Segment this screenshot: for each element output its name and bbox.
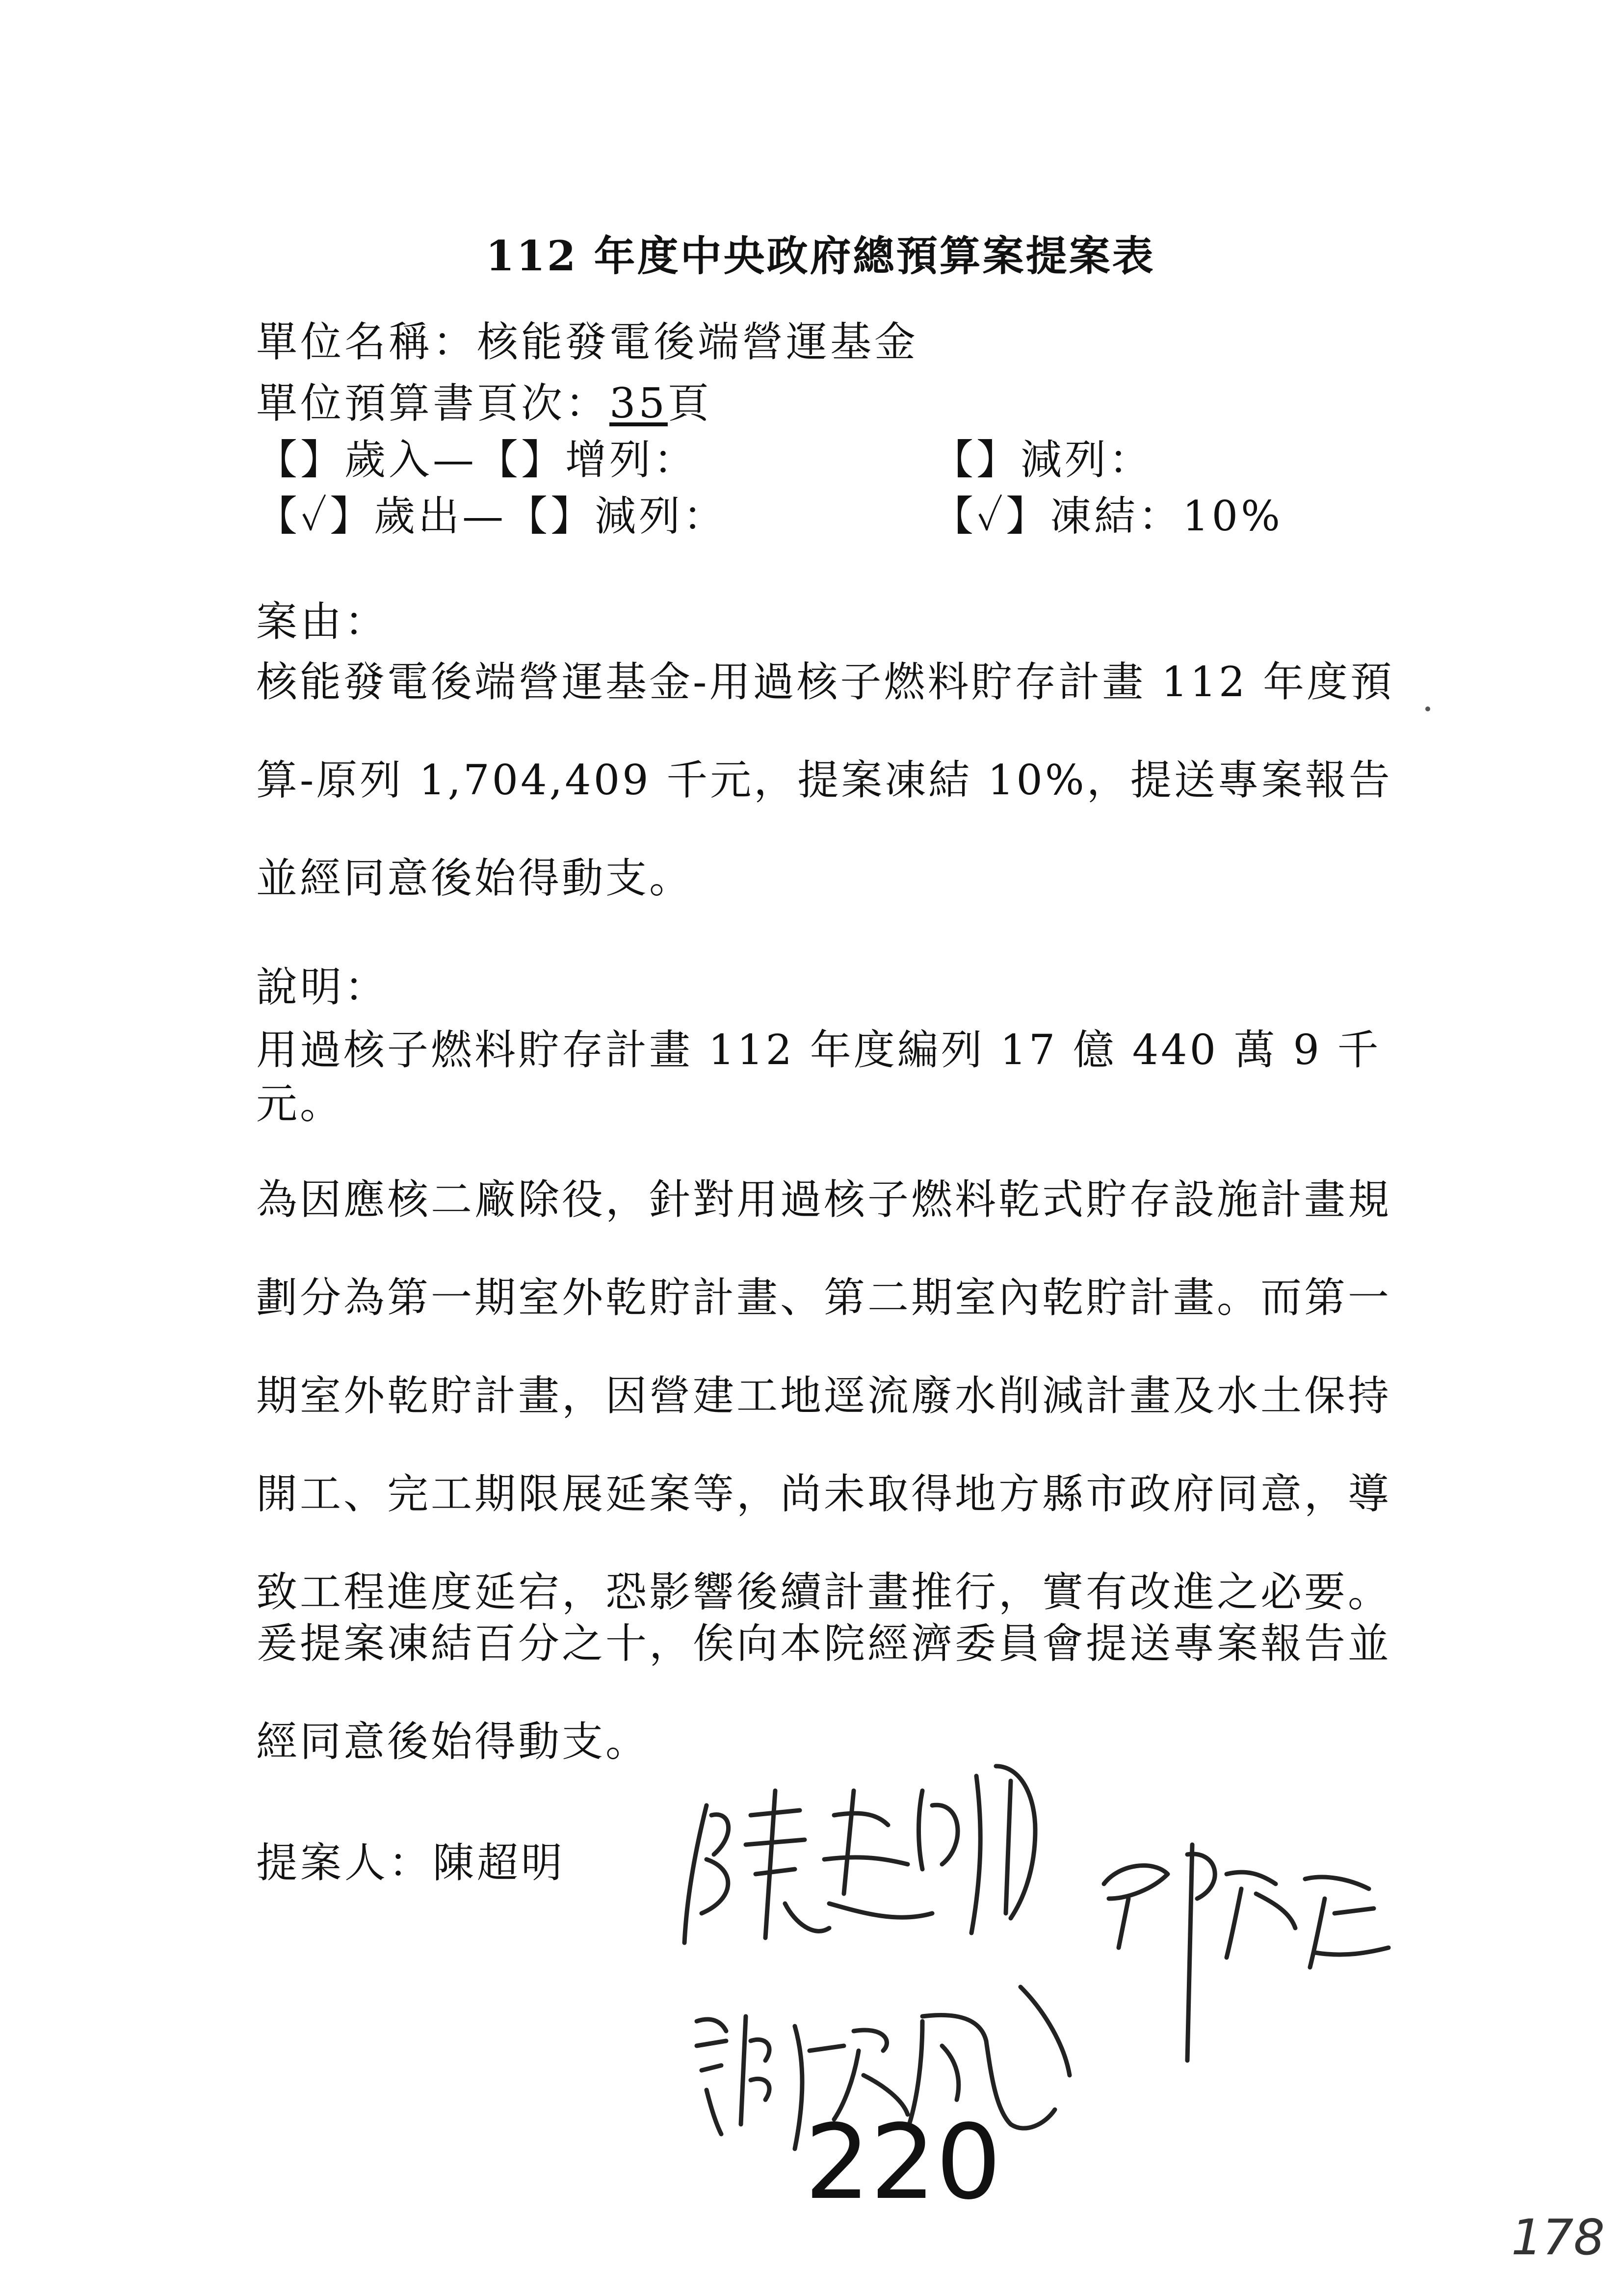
signature-chen-chao-ming <box>684 1766 1035 1943</box>
signature-qiu-xian-zhi <box>1104 1845 1388 2061</box>
unit-name-label: 單位名稱： <box>256 318 477 366</box>
expenditure-row-left: 【✓】歲出—【】減列： <box>256 492 728 540</box>
explain-paragraph-3: 爰提案凍結百分之十，俟向本院經濟委員會提送專案報告並經同意後始得動支。 <box>256 1619 1392 1766</box>
reason-text: 核能發電後端營運基金-用過核子燃料貯存計畫 112 年度預算-原列 1,704,409 千元，提案凍結 10%，提送專案報告並經同意後始得動支。 <box>256 658 1394 902</box>
proposer-label: 提案人： <box>256 1839 433 1887</box>
handwritten-number: 220 <box>805 2102 1001 2222</box>
budget-page-value: 35 <box>609 379 668 427</box>
explain-paragraph-2: 為因應核二廠除役，針對用過核子燃料乾式貯存設施計畫規劃分為第一期室外乾貯計畫、第二期室內乾貯計畫。而第一期室外乾貯計畫，因營建工地逕流廢水削減計畫及水土保持開工、完工期限展延案等，尚未取得地方縣市政府同意，導致工程進度延宕，恐影響後續計畫推行，實有改進之必要。 <box>256 1175 1392 1616</box>
proposer-name: 陳超明 <box>433 1839 566 1887</box>
budget-page-unit: 頁 <box>667 379 712 427</box>
unit-name-value: 核能發電後端營運基金 <box>477 318 919 366</box>
page-number: 178 <box>1511 2209 1605 2266</box>
expenditure-row-right: 【✓】凍結：10% <box>932 492 1283 540</box>
scan-speck <box>1425 706 1430 711</box>
form-title: 112 年度中央政府總預算案提案表 <box>486 232 1155 280</box>
explain-heading: 說明： <box>256 963 389 1011</box>
revenue-row-left: 【】歲入—【】增列： <box>256 436 698 484</box>
budget-page-label: 單位預算書頁次： <box>256 379 610 427</box>
reason-heading: 案由： <box>256 598 389 646</box>
explain-paragraph-1: 用過核子燃料貯存計畫 112 年度編列 17 億 440 萬 9 千元。 <box>256 1026 1381 1128</box>
revenue-row-right: 【】減列： <box>932 436 1153 484</box>
